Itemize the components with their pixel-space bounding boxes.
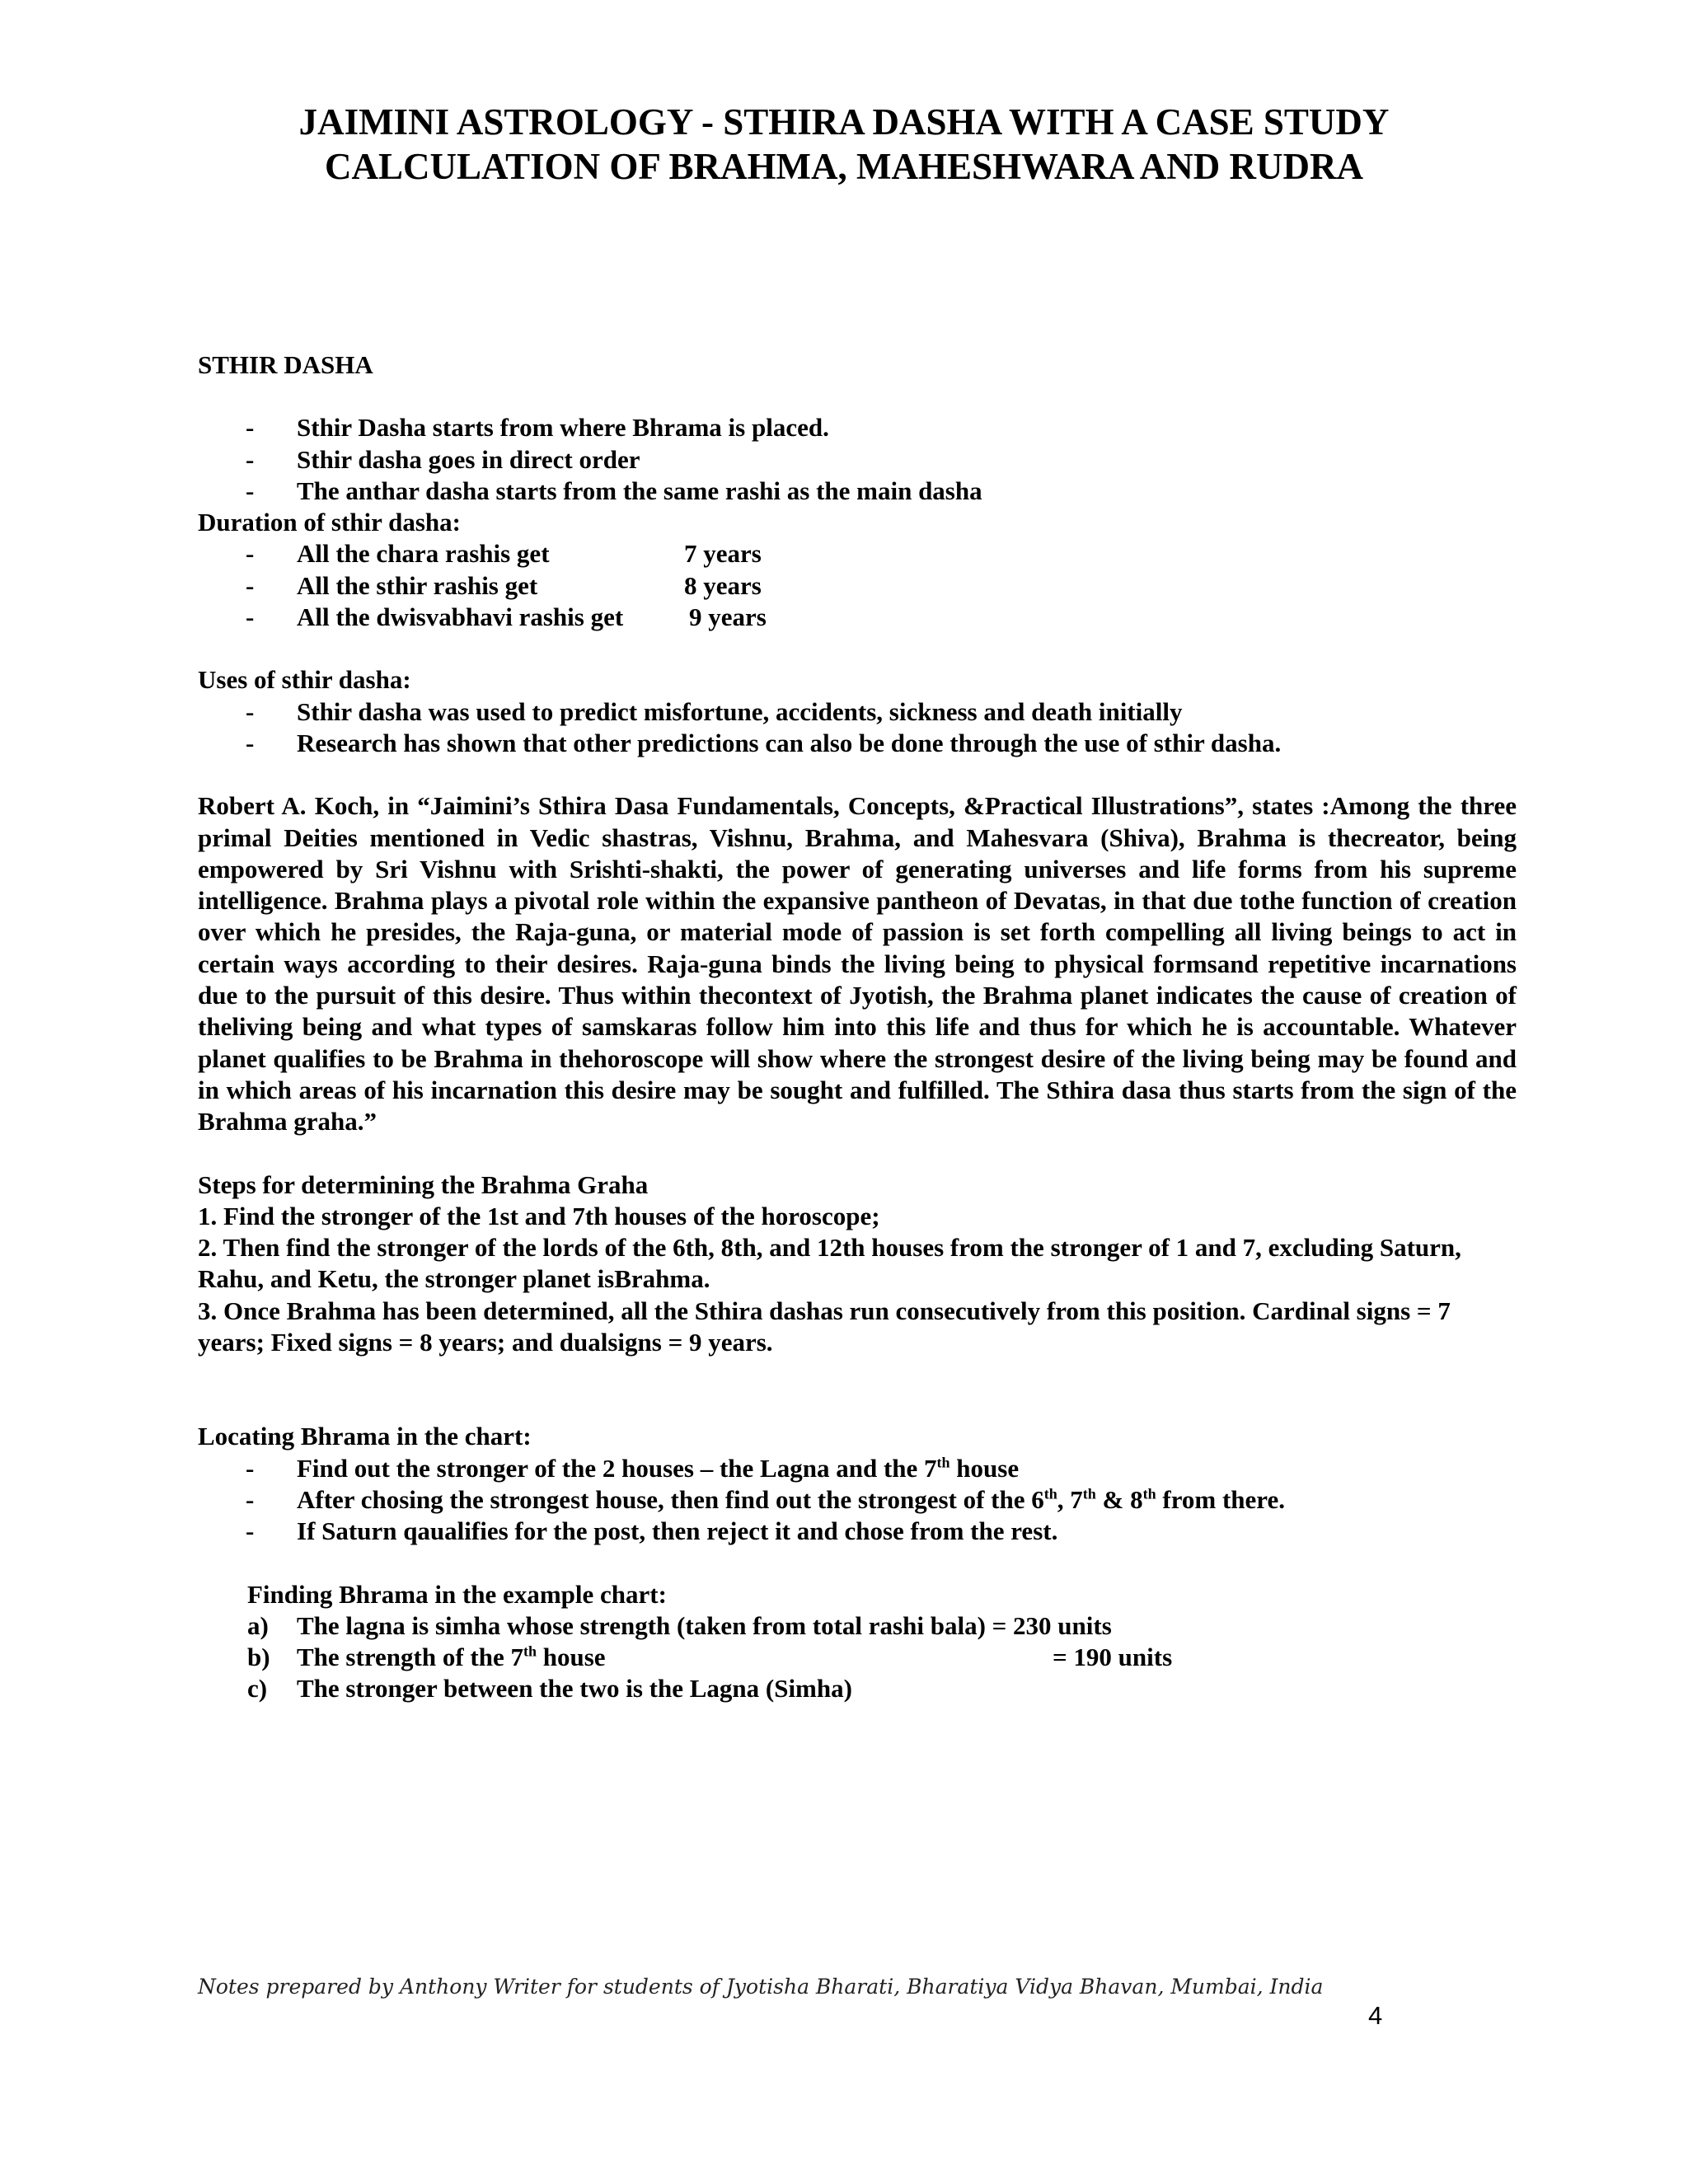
dash-bullet: -	[246, 728, 255, 757]
steps-heading: Steps for determining the Brahma Graha	[198, 1169, 649, 1199]
list-item: - Find out the stronger of the 2 houses – the Lagna and the 7th house	[198, 1453, 1517, 1484]
duration-value: 9 years	[689, 602, 767, 632]
quote-paragraph: Robert A. Koch, in “Jaimini’s Sthira Dasa Fundamentals, Concepts, &Practical Illustrations”, states :Among the three primal Deities mentioned in Vedic shastras, Vishnu, Brahma, and Mahesvara (Shiva), Brahma is thecreator, being empowered by Sri Vishnu with Srishti-shakti, the power of generating universes and life forms from his supreme intelligence. Brahma plays a pivotal role within the expansive pantheon of Devatas, in that due tothe function of creation over which he presides, the Raja-guna, or material mode of passion is set forth compelling all living beings to act in certain ways according to their desires. Raja-guna binds the living being to physical formsand repetitive incarnations due to the pursuit of this desire. Thus within thecontext of Jyotish, the Brahma planet indicates the cause of creation of theliving being and what types of samskaras follow him into this life and thus for which he is accountable. Whatever planet qualifies to be Brahma in thehoroscope will show where the strongest desire of the living being may be found and in which areas of his incarnation this desire may be sought and fulfilled. The Sthira dasa thus starts from the sign of the Brahma graha.”	[198, 791, 1517, 1137]
dash-bullet: -	[246, 602, 255, 632]
dash-bullet: -	[246, 476, 255, 505]
dash-bullet: -	[246, 444, 255, 474]
dash-bullet: -	[246, 696, 255, 726]
page-number: 4	[1368, 2001, 1383, 2030]
list-item: - If Saturn qaualifies for the post, then reject it and chose from the rest.	[198, 1516, 1517, 1547]
list-item: - Sthir dasha goes in direct order	[198, 444, 1517, 476]
duration-heading: Duration of sthir dasha:	[198, 508, 461, 537]
list-item: - Sthir Dasha starts from where Bhrama is placed.	[198, 412, 1517, 443]
document-body	[198, 349, 1517, 1705]
list-item: - Research has shown that other predictions can also be done through the use of sthir dasha.	[198, 728, 1517, 759]
example-item-a: a) The lagna is simha whose strength (taken from total rashi bala) = 230 units	[247, 1610, 1112, 1640]
dash-bullet: -	[246, 413, 255, 443]
intro-list	[198, 412, 1517, 507]
dash-bullet: -	[246, 1516, 255, 1546]
uses-heading: Uses of sthir dasha:	[198, 665, 411, 695]
dash-bullet: -	[246, 539, 255, 569]
locating-heading: Locating Bhrama in the chart:	[198, 1422, 532, 1451]
list-item	[198, 538, 1517, 569]
duration-list	[198, 538, 1517, 633]
list-item	[198, 570, 1517, 602]
list-item: - After chosing the strongest house, then find out the strongest of the 6th, 7th & 8th from there.	[198, 1484, 1517, 1516]
dash-bullet: -	[246, 1484, 255, 1514]
step-item: 3. Once Brahma has been determined, all the Sthira dashas run consecutively from this position. Cardinal signs = 7 years; Fixed signs = 8 years; and dualsigns = 9 years.	[198, 1296, 1451, 1357]
duration-label: All the chara rashis get	[297, 539, 550, 569]
duration-value: 8 years	[684, 570, 762, 600]
locating-list	[198, 1453, 1517, 1548]
section-heading: STHIR DASHA	[198, 350, 373, 379]
example-item-b-value: = 190 units	[1053, 1643, 1173, 1672]
step-item: 2. Then find the stronger of the lords of the 6th, 8th, and 12th houses from the stronger of 1 and 7, excluding Saturn, Rahu, and Ketu, the stronger planet isBrahma.	[198, 1233, 1461, 1294]
duration-label: All the dwisvabhavi rashis get	[297, 602, 624, 632]
page-title-line-1: JAIMINI ASTROLOGY - STHIRA DASHA WITH A CASE STUDY	[298, 101, 1390, 143]
list-item: - The anthar dasha starts from the same rashi as the main dasha	[198, 476, 1517, 507]
example-item-b: b) The strength of the 7th house = 190 units	[247, 1643, 1173, 1672]
dash-bullet: -	[246, 1453, 255, 1483]
uses-list	[198, 696, 1517, 760]
list-item	[198, 602, 1517, 633]
page-title-line-2: CALCULATION OF BRAHMA, MAHESHWARA AND RUDRA	[324, 146, 1364, 187]
example-heading: Finding Bhrama in the example chart:	[247, 1579, 667, 1609]
step-item: 1. Find the stronger of the 1st and 7th houses of the horoscope;	[198, 1201, 880, 1230]
duration-label: All the sthir rashis get	[297, 570, 538, 600]
dash-bullet: -	[246, 570, 255, 600]
example-item-c: c) The stronger between the two is the Lagna (Simha)	[247, 1674, 852, 1704]
duration-value: 7 years	[684, 539, 762, 569]
list-item: - Sthir dasha was used to predict misfortune, accidents, sickness and death initially	[198, 696, 1517, 728]
footer-note: Notes prepared by Anthony Writer for students of Jyotisha Bharati, Bharatiya Vidya Bhavan, Mumbai, India	[198, 1975, 1324, 1999]
